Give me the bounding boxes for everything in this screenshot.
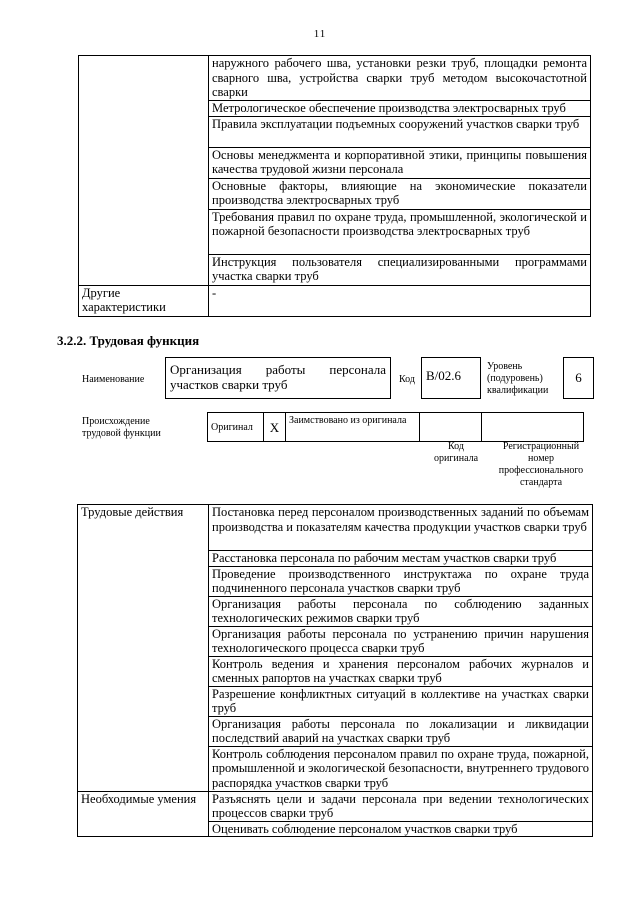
table-cell: Постановка перед персоналом производственных заданий по объемам производства и показателям качества продукции участков сварки труб bbox=[209, 505, 593, 551]
skills-label: Необходимые умения bbox=[78, 791, 209, 837]
table-cell: Контроль соблюдения персоналом правил по охране труда, пожарной, промышленной и экологической безопасности, внутреннего трудового распорядка участков сварки труб bbox=[209, 746, 593, 791]
table-cell: Организация работы персонала по локализации и ликвидации последствий аварий на участках сварки труб bbox=[209, 716, 593, 746]
code-original-cell bbox=[420, 413, 482, 442]
actions-table bbox=[77, 504, 593, 837]
borrowed-label: Заимствовано из оригинала bbox=[286, 413, 420, 442]
level-box: 6 bbox=[563, 357, 594, 399]
table-cell: Метрологическое обеспечение производства электросварных труб bbox=[209, 101, 591, 117]
original-mark: X bbox=[264, 413, 286, 442]
knowledge-table bbox=[78, 55, 591, 317]
table-row bbox=[79, 56, 591, 101]
table-row bbox=[78, 505, 593, 551]
name-label: Наименование bbox=[82, 374, 145, 385]
page-number: 11 bbox=[313, 28, 327, 40]
level-label: Уровень (подуровень) квалификации bbox=[487, 361, 549, 396]
table-cell: Требования правил по охране труда, промышленной, экологической и пожарной безопасности производства электросварных труб bbox=[209, 209, 591, 254]
origin-table bbox=[207, 412, 584, 442]
section-title: 3.2.2. Трудовая функция bbox=[57, 333, 200, 348]
reg-number-cell bbox=[482, 413, 584, 442]
actions-label: Трудовые действия bbox=[78, 505, 209, 792]
other-characteristics-label: Другие характеристики bbox=[79, 285, 209, 316]
table-cell: наружного рабочего шва, установки резки труб, площадки ремонта сварного шва, устройства сварки труб методом высокочастотной сварки bbox=[209, 56, 591, 101]
table-cell-label bbox=[79, 56, 209, 286]
table-row bbox=[79, 285, 591, 316]
reg-number-label: Регистрационный номер профессионального стандарта bbox=[498, 441, 584, 488]
original-label: Оригинал bbox=[208, 413, 264, 442]
table-cell: Основы менеджмента и корпоративной этики, принципы повышения качества трудовой жизни персонала bbox=[209, 147, 591, 178]
table-cell: Инструкция пользователя специализированными программами участка сварки труб bbox=[209, 254, 591, 285]
table-cell: Оценивать соблюдение персоналом участков сварки труб bbox=[209, 821, 593, 837]
origin-label: Происхождение трудовой функции bbox=[82, 416, 161, 439]
table-cell: Организация работы персонала по устранению причин нарушения технологического процесса сварки труб bbox=[209, 626, 593, 656]
function-name-box: Организация работы персонала участков сварки труб bbox=[165, 357, 391, 399]
table-row bbox=[78, 791, 593, 821]
table-cell: Основные факторы, влияющие на экономические показатели производства электросварных труб bbox=[209, 178, 591, 209]
code-label: Код bbox=[399, 374, 415, 385]
table-cell: Проведение производственного инструктажа по охране труда подчиненного персонала участков сварки труб bbox=[209, 566, 593, 596]
table-cell: Разъяснять цели и задачи персонала при ведении технологических процессов сварки труб bbox=[209, 791, 593, 821]
other-characteristics-value: - bbox=[209, 285, 591, 316]
table-cell: Расстановка персонала по рабочим местам участков сварки труб bbox=[209, 551, 593, 567]
function-code-box: B/02.6 bbox=[421, 357, 481, 399]
table-cell: Правила эксплуатации подъемных сооружений участков сварки труб bbox=[209, 116, 591, 147]
table-row bbox=[208, 413, 584, 442]
table-cell: Разрешение конфликтных ситуаций в коллективе на участках сварки труб bbox=[209, 686, 593, 716]
table-cell: Организация работы персонала по соблюдению заданных технологических режимов сварки труб bbox=[209, 596, 593, 626]
table-cell: Контроль ведения и хранения персоналом рабочих журналов и сменных рапортов на участках сварки труб bbox=[209, 656, 593, 686]
code-original-label: Код оригинала bbox=[433, 441, 479, 464]
